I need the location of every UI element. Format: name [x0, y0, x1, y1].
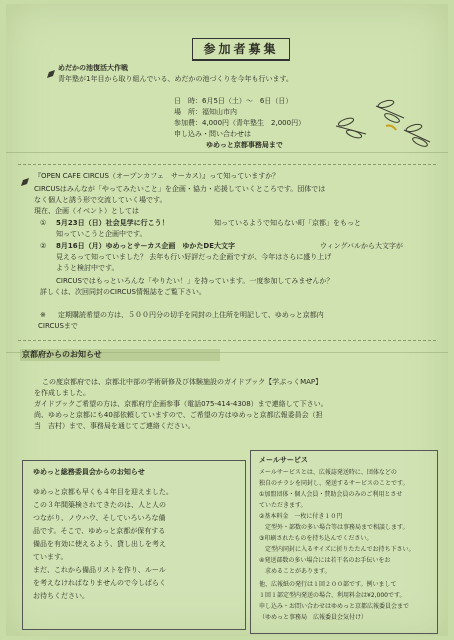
- kyoto-line: 当 吉村）まで、事務局を通じてご連絡ください。: [34, 422, 195, 430]
- mail-line: ①加盟団体・個人会員・賛助会員のみのご利用とさせ: [259, 491, 403, 498]
- pencil-icon: [20, 172, 30, 191]
- event-date: 日 時：6月5日（土）～ 6日（日）: [174, 97, 293, 105]
- dragonfly-icon: [326, 96, 438, 154]
- mail-line: ていただきます。: [259, 502, 307, 509]
- section-divider: [18, 340, 436, 341]
- item-number: ②: [40, 242, 47, 250]
- circus-outro: 詳しくは、次回同封のCIRCUS情報誌をご覧下さい。: [40, 288, 206, 296]
- committee-line: ゆめっと京都も早くも４年目を迎えました。: [33, 488, 173, 496]
- pencil-icon: [46, 64, 56, 83]
- circus-line: CIRCUSはみんなが「やってみたいこと」を企画・協力・応援していくところです。団体では: [34, 185, 326, 193]
- mail-line: １回１部定型内発送の場合、利用料金は¥2,000です。: [259, 592, 406, 599]
- mail-line: 独自のチラシを同封し、発送するサービスのことです。: [259, 480, 409, 487]
- committee-notice-box: [22, 460, 246, 630]
- event-place: 場 所：福知山市内: [174, 108, 237, 116]
- mail-line: （ゆめっと事務局 広報委員会気付け）: [259, 614, 367, 621]
- kyoto-line: ガイドブックご希望の方は、京都府庁企画参事（電話075-414-4308）まで連絡して下さい。: [34, 400, 328, 408]
- circus-outro: CIRCUSではもっといろんな「やりたい！」を持っています。一度参加してみませんか？: [56, 277, 334, 285]
- event-contact-value: ゆめっと京都事務局まで: [206, 141, 283, 149]
- item-number: ①: [40, 219, 47, 227]
- mail-heading: メールサービス: [259, 456, 308, 464]
- kyoto-line: 尚、ゆめっと京都にも40部依頼していますので、ご希望の方はゆめっと京都広報委員会（担: [34, 411, 323, 419]
- item2-text: ようと検討中です。: [56, 264, 119, 272]
- mail-line: ③印刷されたものを持ち込んでください。: [259, 535, 373, 542]
- item1-text: 知っていこうと企画中です。: [56, 230, 147, 238]
- circus-heading: 『OPEN CAFE CIRCUS（オープンカフェ サーカス）』って知っていますか？: [34, 172, 280, 180]
- mail-line: 定型外・部数の多い場合等は事務局まで相談します。: [259, 524, 409, 531]
- committee-line: つながり、ノウハウ、そしていろいろな備: [33, 514, 166, 522]
- item2-title: 8月16日（月）ゆめっとサーカス企画 ゆかたDE大文字: [56, 242, 235, 250]
- event-fee: 参加費：4,000円（青年塾生 2,000円）: [174, 119, 306, 127]
- note-mark: ※: [40, 311, 46, 319]
- kyoto-heading: 京都府からのお知らせ: [22, 350, 102, 359]
- mail-line: 求めることがあります。: [259, 568, 331, 575]
- circus-line: なく個人と誘う形で交流していく場です。: [34, 196, 167, 204]
- committee-line: まだ、これから備品リストを作り、ルール: [33, 566, 166, 574]
- mail-line: ④発送部数の多い場合には若干名のお手伝いをお: [259, 557, 391, 564]
- event-heading: めだかの池復活大作戦: [58, 64, 128, 72]
- section-divider: [18, 164, 436, 165]
- committee-line: 備品を有効に使えるよう、貸し出しを考え: [33, 540, 166, 548]
- committee-line: 品です。そこで、ゆめっと京都が保有する: [33, 527, 166, 535]
- committee-heading: ゆめっと総務委員会からのお知らせ: [33, 468, 145, 476]
- event-intro: 青年塾が1年目から取り組んでいる、めだかの池づくりを今年も行います。: [58, 75, 293, 83]
- item1-title: 5月23日（日）社会見学に行こう！: [56, 219, 169, 227]
- circus-line: 現在、企画（イベント）としては: [34, 207, 139, 215]
- mail-line: メールサービスとは、広報誌発送時に、団体などの: [259, 469, 397, 476]
- page-title: 参加者募集: [192, 38, 290, 61]
- note-text: CIRCUSまで: [38, 322, 78, 330]
- item2-text: ウィングバルから大文字が: [320, 242, 404, 250]
- note-text: 定期購読希望の方は、５００円分の切手を同封の上住所を明記して、ゆめっと京都内: [58, 311, 324, 319]
- mail-line: 申し込み・お問い合わせはゆめっと京都広報委員会まで: [259, 603, 409, 610]
- item1-text: 知っているようで知らない町「京都」をもっと: [214, 219, 361, 227]
- committee-line: ています。: [33, 553, 68, 561]
- committee-line: お待ちください。: [33, 592, 89, 600]
- mail-line: 他、広報紙の発行は１回２００部です。例いまして: [259, 581, 397, 588]
- committee-line: を考えなければなりませんので今しばらく: [33, 579, 166, 587]
- mail-line: 定型内同封に入るサイズに折りたたんでお持ち下さい。: [259, 546, 415, 553]
- kyoto-line: を作成しました。: [34, 389, 90, 397]
- kyoto-line: この度京都府では、京都北中部の学術研修及び体験施設のガイドブック【学ぶっくMAP】: [42, 378, 323, 386]
- mail-service-box: [250, 450, 438, 634]
- committee-line: この３年間築検されてきたのは、人と人の: [33, 501, 166, 509]
- mail-line: ②基本料金 一枚に付き１０円: [259, 513, 343, 520]
- newsletter-page: [6, 4, 448, 636]
- event-contact-label: 申し込み・問い合わせは: [174, 130, 251, 138]
- item2-text: 見えるって知っていました？ 去年も行い好評だった企画ですが、今年はさらに盛り上げ: [56, 253, 332, 261]
